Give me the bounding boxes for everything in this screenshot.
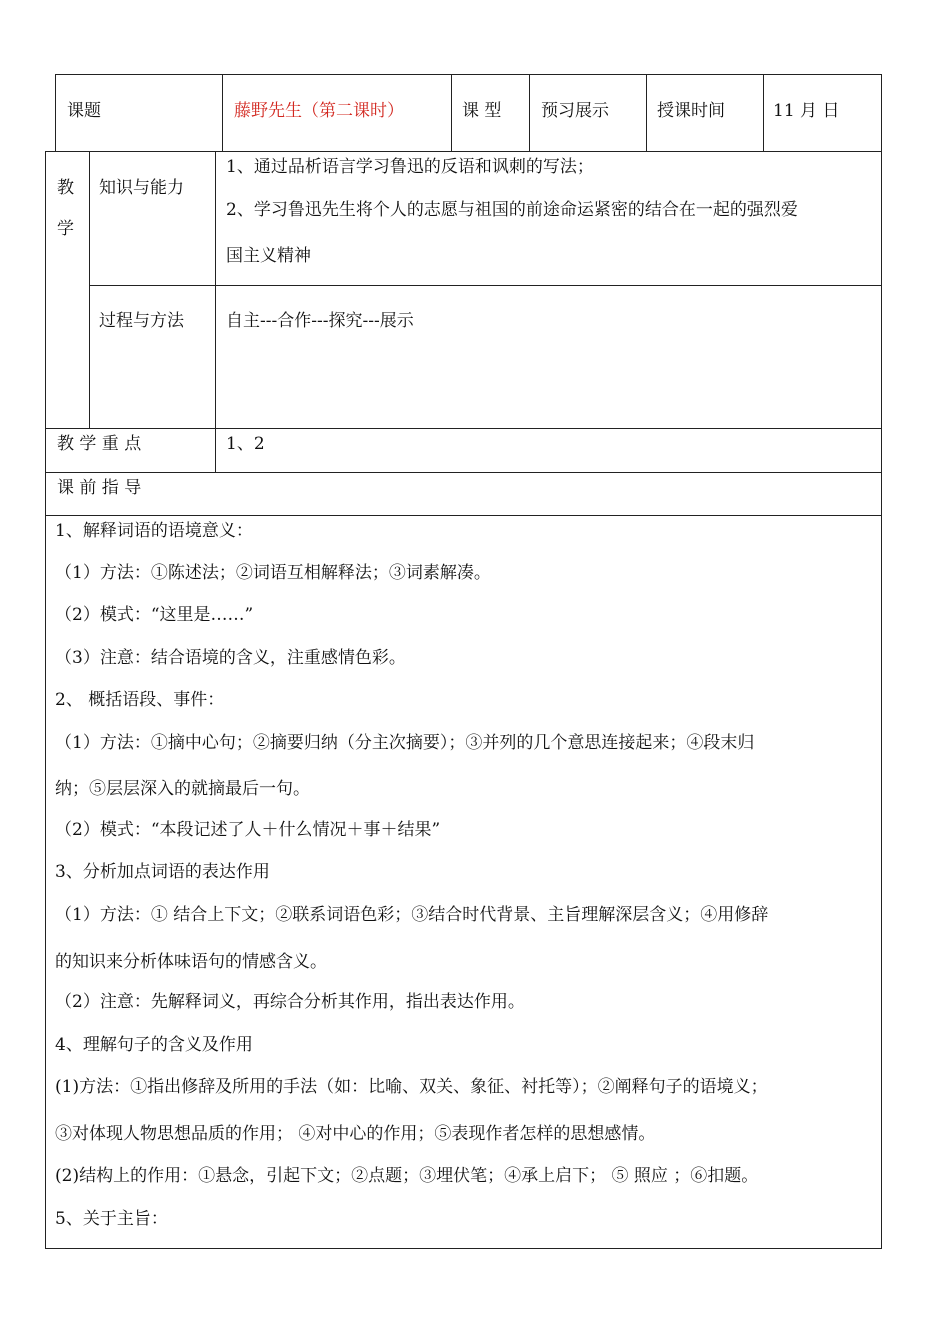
guide-line: (2)结构上的作用：①悬念，引起下文；②点题；③埋伏笔；④承上启下； ⑤ 照应 ；⑥扣题。 (55, 1166, 759, 1186)
guide-line: 3、分析加点词语的表达作用 (55, 862, 270, 882)
guide-line: 4、理解句子的含义及作用 (55, 1035, 253, 1055)
course-label: 课题 (67, 101, 101, 121)
border-header-left (55, 74, 56, 152)
guide-label: 课 前 指 导 (57, 478, 142, 498)
divider-objectives-content (215, 151, 216, 472)
divider-focus-bottom (45, 472, 882, 473)
border-bottom (45, 1248, 882, 1249)
border-top (55, 74, 882, 75)
border-header-bottom (45, 151, 882, 152)
divider-guide-header-bottom (45, 515, 882, 516)
knowledge-line-3: 国主义精神 (226, 246, 311, 266)
divider-header-1 (222, 74, 223, 152)
knowledge-line-1: 1、通过品析语言学习鲁迅的反语和讽刺的写法； (226, 157, 594, 177)
divider-objectives-bottom (45, 428, 882, 429)
guide-line: （3）注意：结合语境的含义，注重感情色彩。 (55, 648, 406, 668)
divider-objectives-group (89, 151, 90, 428)
guide-line: （1）方法：① 结合上下文；②联系词语色彩；③结合时代背景、主旨理解深层含义；④用修辞 (55, 905, 769, 925)
divider-header-3 (529, 74, 530, 152)
divider-header-5 (763, 74, 764, 152)
guide-line: （2）模式：“这里是……” (55, 605, 254, 625)
guide-line: 1、解释词语的语境意义： (55, 521, 253, 541)
knowledge-line-2: 2、学习鲁迅先生将个人的志愿与祖国的前途命运紧密的结合在一起的强烈爱 (226, 200, 798, 220)
border-left (45, 151, 46, 1249)
course-title: 藤野先生（第二课时） (234, 101, 404, 121)
objectives-group-label-1: 教 (57, 178, 74, 198)
guide-line: 纳；⑤层层深入的就摘最后一句。 (55, 779, 310, 799)
knowledge-label: 知识与能力 (99, 178, 184, 198)
guide-line: （2）注意：先解释词义，再综合分析其作用，指出表达作用。 (55, 992, 525, 1012)
divider-header-4 (646, 74, 647, 152)
divider-knowledge-bottom (89, 285, 882, 286)
time-value: 11 月 日 (773, 101, 840, 121)
border-right (881, 74, 882, 1249)
guide-line: 的知识来分析体味语句的情感含义。 (55, 952, 327, 972)
type-label: 课 型 (462, 101, 502, 121)
guide-line: （1）方法：①陈述法；②词语互相解释法；③词素解凑。 (55, 563, 491, 583)
guide-line: 2、 概括语段、事件： (55, 690, 225, 710)
guide-line: 5、关于主旨： (55, 1209, 168, 1229)
process-label: 过程与方法 (99, 311, 184, 331)
divider-header-2 (451, 74, 452, 152)
type-value: 预习展示 (541, 101, 609, 121)
guide-line: ③对体现人物思想品质的作用； ④对中心的作用；⑤表现作者怎样的思想感情。 (55, 1124, 656, 1144)
guide-line: （2）模式：“本段记述了人＋什么情况＋事＋结果” (55, 820, 441, 840)
focus-label: 教 学 重 点 (57, 434, 142, 454)
process-value: 自主---合作---探究---展示 (226, 311, 414, 331)
focus-value: 1、2 (226, 434, 265, 454)
objectives-group-label-2: 学 (57, 219, 74, 239)
guide-line: （1）方法：①摘中心句；②摘要归纳（分主次摘要）；③并列的几个意思连接起来；④段末归 (55, 733, 755, 753)
guide-line: (1)方法：①指出修辞及所用的手法（如：比喻、双关、象征、衬托等）；②阐释句子的语境义； (55, 1077, 768, 1097)
time-label: 授课时间 (657, 101, 725, 121)
